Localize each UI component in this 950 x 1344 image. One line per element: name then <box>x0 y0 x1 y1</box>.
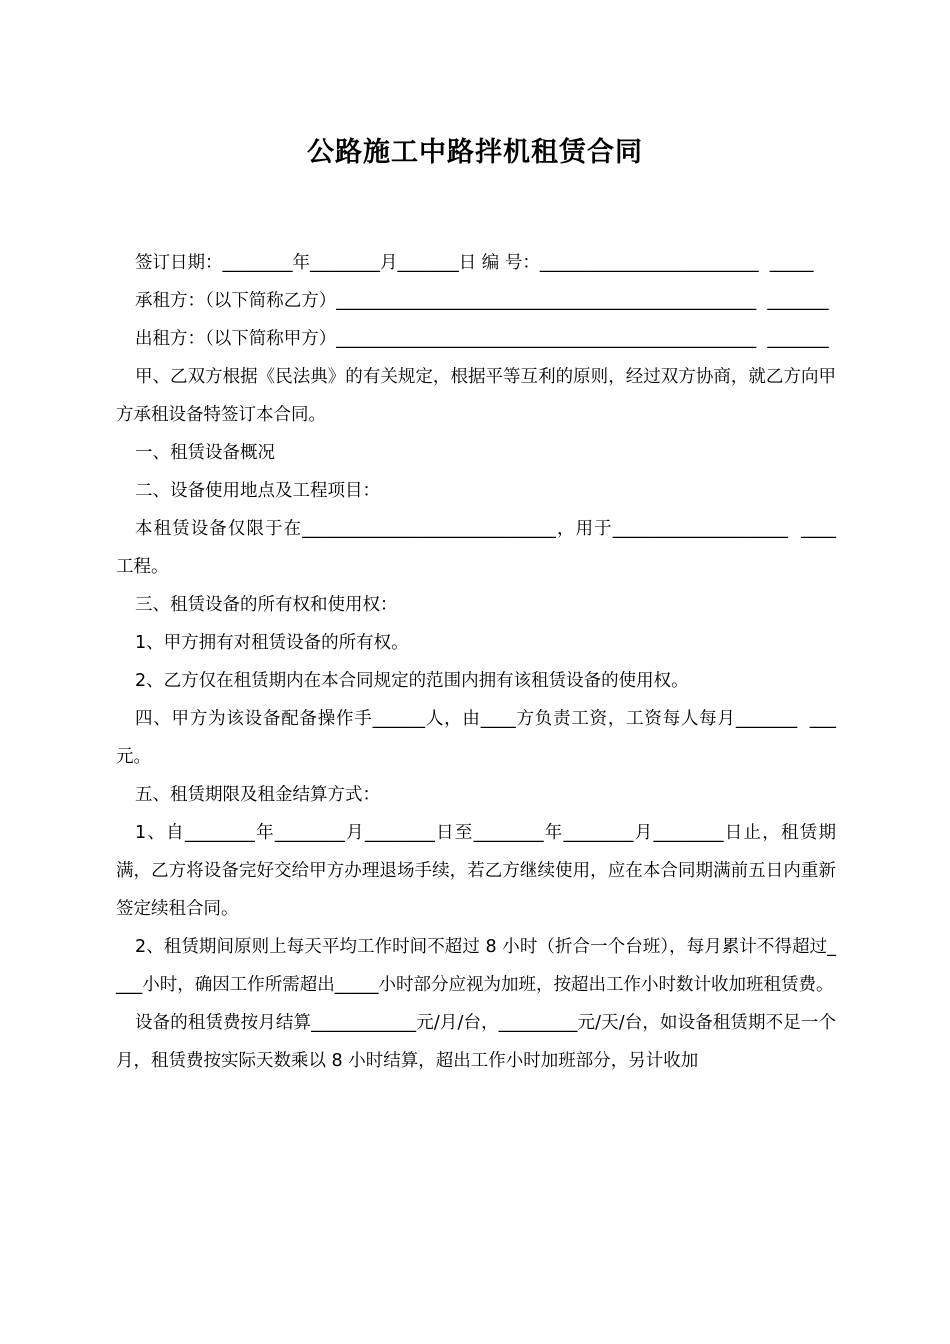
lessor-line: 出租方：（以下简称甲方）________________________________________________ _______ <box>135 329 829 349</box>
lease-term-clause: 1、自________年________月________日至________年________月________日止，租赁期满，乙方将设备完好交给甲方办理退场手续，若乙方继续使用，应在本合同期满前五日内重新签定续租合同。 <box>116 823 836 919</box>
section-heading-1: 一、租赁设备概况 <box>135 443 275 463</box>
section-heading-3: 三、租赁设备的所有权和使用权： <box>135 595 398 615</box>
ownership-clause: 1、甲方拥有对租赁设备的所有权。 <box>135 633 409 653</box>
section-heading-2: 二、设备使用地点及工程项目： <box>135 481 380 501</box>
usage-right-clause: 2、乙方仅在租赁期内在本合同规定的范围内拥有该租赁设备的使用权。 <box>135 671 689 691</box>
section-heading-5: 五、租赁期限及租金结算方式： <box>135 785 380 805</box>
working-hours-clause: 2、租赁期间原则上每天平均工作时间不超过 8 小时（折合一个台班），每月累计不得超过____小时，确因工作所需超出_____小时部分应视为加班，按超出工作小时数计收加班租赁费。 <box>116 937 836 995</box>
document-title: 公路施工中路拌机租赁合同 <box>307 137 643 168</box>
preamble-paragraph: 甲、乙双方根据《民法典》的有关规定，根据平等互利的原则，经过双方协商，就乙方向甲方承租设备特签订本合同。 <box>116 367 836 425</box>
lessee-line: 承租方：（以下简称乙方）________________________________________________ _______ <box>135 291 829 311</box>
document-body <box>116 244 836 1080</box>
operator-clause: 四、甲方为该设备配备操作手______人，由____方负责工资，工资每人每月_______ ___元。 <box>116 709 836 767</box>
signing-date-line: 签订日期：________年________月_______日 编 号：_________________________ _____ <box>135 253 814 273</box>
rent-settlement-paragraph: 设备的租赁费按月结算____________元/月/台，_________元/天/台，如设备租赁期不足一个月，租赁费按实际天数乘以 8 小时结算，超出工作小时加班部分，另计收加 <box>116 1013 836 1071</box>
usage-location-paragraph: 本租赁设备仅限于在_____________________________，用于____________________ ____工程。 <box>116 519 836 577</box>
